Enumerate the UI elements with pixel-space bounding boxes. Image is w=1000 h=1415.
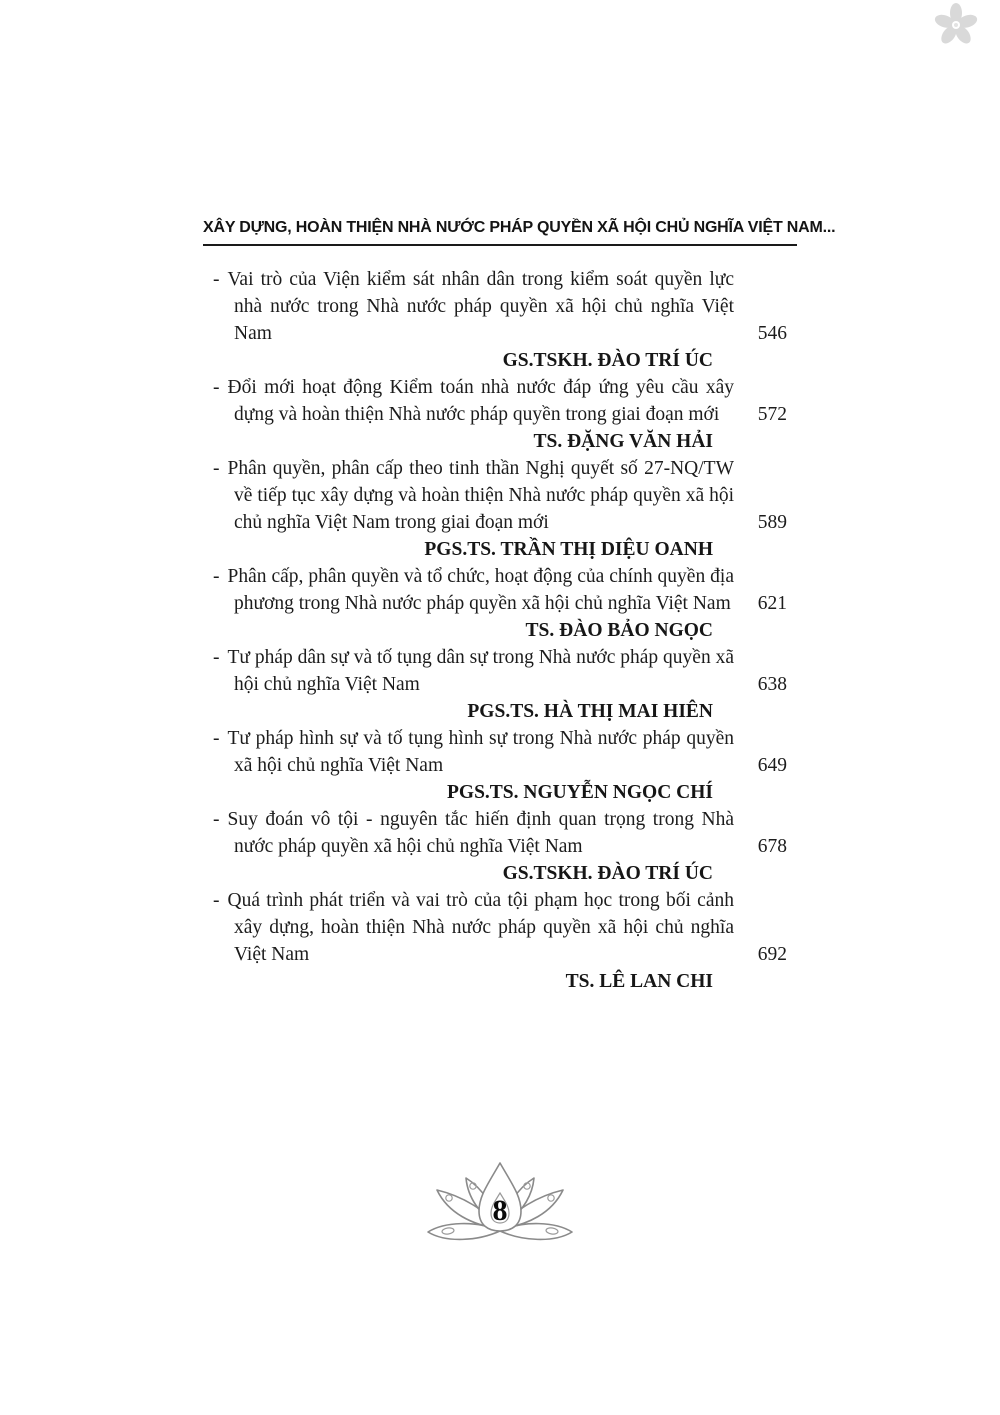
corner-flower-icon	[932, 2, 980, 50]
list-dash: -	[213, 458, 220, 479]
toc-entry-page-number: 589	[757, 512, 787, 533]
toc-entry-author: TS. ĐẶNG VĂN HẢI	[533, 431, 713, 452]
toc-entry-title-text: Quá trình phát triển và vai trò của tội phạm học trong bối cảnh xây dựng, hoàn thiện Nhà nước pháp quyền xã hội chủ nghĩa Việt Nam	[227, 890, 734, 965]
toc-entry-title-row	[213, 455, 787, 536]
toc-entry	[213, 725, 787, 806]
toc-entry-page-number: 678	[757, 836, 787, 857]
toc-entry-title	[213, 887, 734, 968]
toc-entry	[213, 806, 787, 887]
toc-entry-title-text: Tư pháp hình sự và tố tụng hình sự trong Nhà nước pháp quyền xã hội chủ nghĩa Việt Nam	[227, 728, 734, 776]
list-dash: -	[213, 809, 220, 830]
toc-entry	[213, 455, 787, 563]
toc-entry-title	[213, 563, 734, 617]
toc-list	[213, 266, 787, 995]
list-dash: -	[213, 377, 220, 398]
list-dash: -	[213, 566, 220, 587]
toc-entry-author: PGS.TS. NGUYỄN NGỌC CHÍ	[447, 782, 713, 803]
list-dash: -	[213, 890, 220, 911]
toc-entry-title-row	[213, 887, 787, 968]
toc-entry-title	[213, 266, 734, 347]
toc-entry-author: TS. LÊ LAN CHI	[565, 971, 713, 992]
toc-entry-title-row	[213, 806, 787, 860]
lotus-page-ornament	[422, 1158, 578, 1246]
toc-entry-page-number: 572	[757, 404, 787, 425]
list-dash: -	[213, 269, 220, 290]
list-dash: -	[213, 728, 220, 749]
toc-entry-title-text: Đổi mới hoạt động Kiểm toán nhà nước đáp ứng yêu cầu xây dựng và hoàn thiện Nhà nước pháp quyền trong giai đoạn mới	[227, 377, 734, 425]
toc-entry-author: TS. ĐÀO BẢO NGỌC	[525, 620, 713, 641]
toc-entry	[213, 266, 787, 374]
toc-entry-page-number: 638	[757, 674, 787, 695]
toc-entry-title-row	[213, 374, 787, 428]
toc-entry-page-number: 692	[757, 944, 787, 965]
toc-entry-title-text: Suy đoán vô tội - nguyên tắc hiến định quan trọng trong Nhà nước pháp quyền xã hội chủ nghĩa Việt Nam	[227, 809, 734, 857]
toc-entry	[213, 563, 787, 644]
toc-entry-title	[213, 455, 734, 536]
toc-entry-author: PGS.TS. TRẦN THỊ DIỆU OANH	[424, 539, 713, 560]
list-dash: -	[213, 647, 220, 668]
toc-entry-page-number: 546	[757, 323, 787, 344]
toc-entry	[213, 374, 787, 455]
toc-entry-title-row	[213, 644, 787, 698]
toc-entry-page-number: 649	[757, 755, 787, 776]
toc-entry-title	[213, 374, 734, 428]
toc-entry	[213, 644, 787, 725]
toc-entry-title-row	[213, 725, 787, 779]
toc-entry-title-text: Phân cấp, phân quyền và tổ chức, hoạt động của chính quyền địa phương trong Nhà nước pháp quyền xã hội chủ nghĩa Việt Nam	[227, 566, 734, 614]
toc-entry-title	[213, 644, 734, 698]
toc-entry-title-text: Phân quyền, phân cấp theo tinh thần Nghị quyết số 27-NQ/TW về tiếp tục xây dựng và hoàn thiện Nhà nước pháp quyền xã hội chủ nghĩa Việt Nam trong giai đoạn mới	[227, 458, 734, 533]
toc-entry-title-row	[213, 266, 787, 347]
toc-entry-title-row	[213, 563, 787, 617]
folio-page-number: 8	[492, 1194, 508, 1227]
toc-entry-page-number: 621	[757, 593, 787, 614]
toc-entry-title-text: Vai trò của Viện kiểm sát nhân dân trong kiểm soát quyền lực nhà nước trong Nhà nước pháp quyền xã hội chủ nghĩa Việt Nam	[227, 269, 734, 344]
toc-entry-title	[213, 725, 734, 779]
toc-entry	[213, 887, 787, 995]
toc-entry-title	[213, 806, 734, 860]
running-header: XÂY DỰNG, HOÀN THIỆN NHÀ NƯỚC PHÁP QUYỀN XÃ HỘI CHỦ NGHĨA VIỆT NAM...	[203, 219, 797, 246]
toc-entry-author: GS.TSKH. ĐÀO TRÍ ÚC	[502, 350, 713, 371]
toc-entry-author: PGS.TS. HÀ THỊ MAI HIÊN	[467, 701, 713, 722]
toc-entry-author: GS.TSKH. ĐÀO TRÍ ÚC	[502, 863, 713, 884]
toc-entry-title-text: Tư pháp dân sự và tố tụng dân sự trong Nhà nước pháp quyền xã hội chủ nghĩa Việt Nam	[227, 647, 734, 695]
